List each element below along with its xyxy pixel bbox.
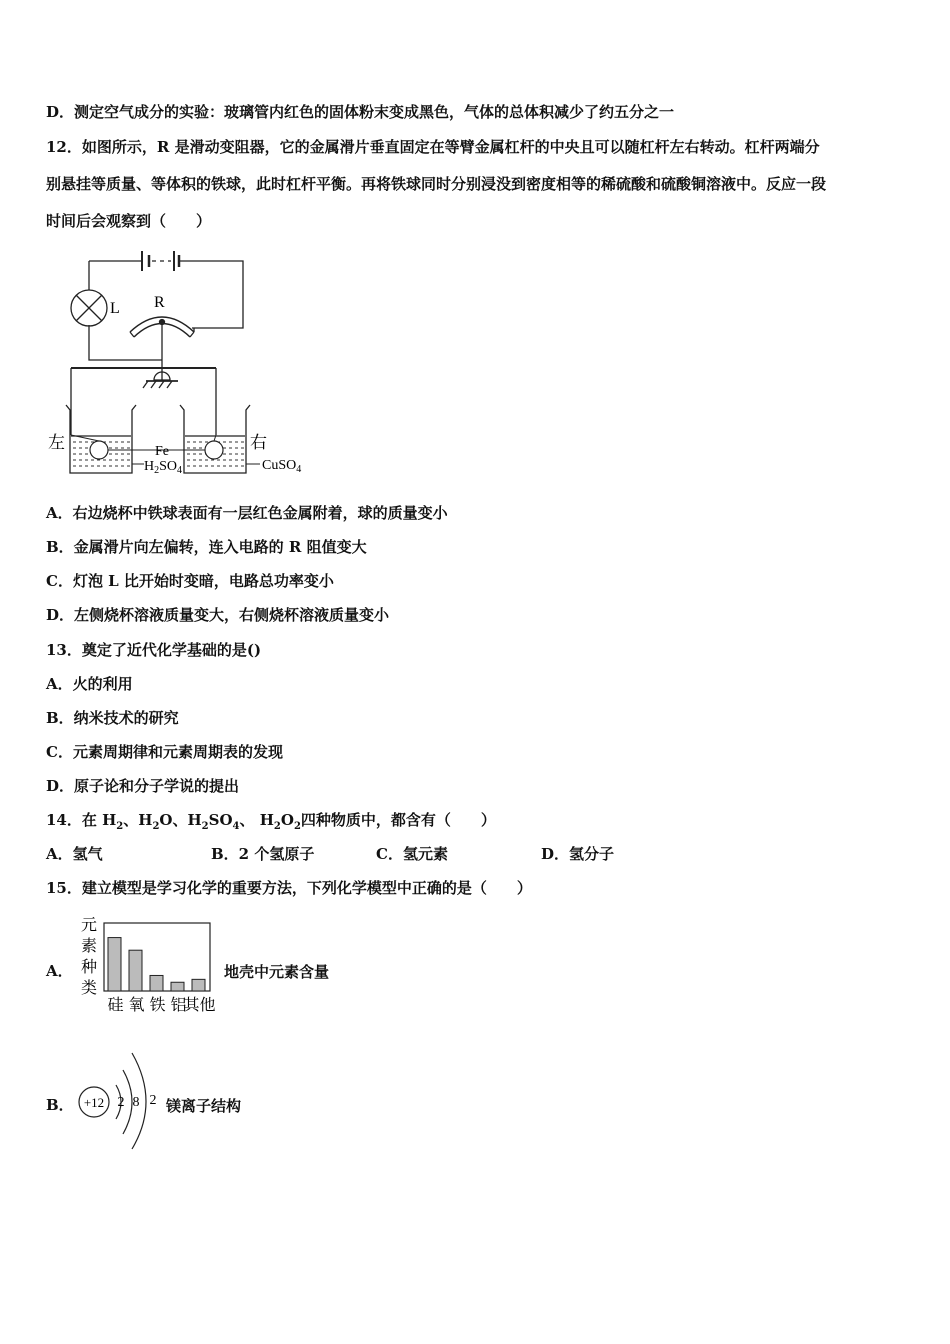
q15-option-a-caption: 地壳中元素含量 <box>224 963 330 981</box>
q15-option-b-caption: 镁离子结构 <box>166 1097 242 1115</box>
magnesium-ion-structure <box>74 1043 164 1155</box>
x-tick-label-0: 硅 <box>107 997 124 1014</box>
lamp-label: L <box>110 300 120 317</box>
q12-stem-line-1: 12．如图所示，R 是滑动变阻器，它的金属滑片垂直固定在等臂金属杠杆的中央且可以随杠杆左右转动。杠杆两端分 <box>46 138 820 156</box>
h2so4-label: $H_2SO_4$ <box>144 459 183 476</box>
bar-3 <box>171 982 184 991</box>
rheostat-label: R <box>154 294 165 311</box>
q12-stem-line-2: 别悬挂等质量、等体积的铁球，此时杠杆平衡。再将铁球同时分别浸没到密度相等的稀硫酸和硫酸铜溶液中。反应一段 <box>46 175 827 193</box>
q15-stem: 15．建立模型是学习化学的重要方法，下列化学模型中正确的是（ ） <box>46 879 532 897</box>
q14-options <box>46 844 614 864</box>
y-axis-label-char-0: 元 <box>80 917 98 934</box>
x-tick-label-3: 铝 <box>170 997 187 1014</box>
q15-option-a-label: A． <box>46 962 73 980</box>
q14-option-c: C．氢元素 <box>376 845 448 863</box>
q14-stem: 14．在 $H_2$、$H_2O$、$H_2SO_4$、 $H_2O_2$四种物质中，都含有（ ） <box>46 811 496 832</box>
bar-0 <box>108 938 121 991</box>
shell-1-electrons: 2 <box>117 1095 125 1110</box>
q12-option-b: B．金属滑片向左偏转，连入电路的 R 阻值变大 <box>46 538 367 556</box>
x-tick-label-2: 铁 <box>149 997 166 1014</box>
q12-option-d: D．左侧烧杯溶液质量变大，右侧烧杯溶液质量变小 <box>46 606 390 624</box>
bar-2 <box>150 975 163 991</box>
q12-option-c: C．灯泡 L 比开始时变暗，电路总功率变小 <box>46 572 334 590</box>
y-axis-label-char-2: 种 <box>80 959 98 976</box>
x-tick-label-4: 其他 <box>183 997 216 1014</box>
q13-option-b: B．纳米技术的研究 <box>46 709 179 727</box>
q13-option-c: C．元素周期律和元素周期表的发现 <box>46 743 283 761</box>
fe-label: Fe <box>155 444 169 459</box>
q13-option-a: A．火的利用 <box>46 675 133 693</box>
q15-element-chart <box>78 913 223 1015</box>
x-tick-label-1: 氧 <box>128 997 145 1014</box>
q14-option-b: B．2 个氢原子 <box>211 845 315 863</box>
q12-circuit-figure <box>44 240 324 485</box>
q12-option-a: A．右边烧杯中铁球表面有一层红色金属附着，球的质量变小 <box>46 504 448 522</box>
q12-stem-line-3: 时间后会观察到（ ） <box>46 212 212 230</box>
bar-4 <box>192 979 205 991</box>
left-label: 左 <box>48 433 65 452</box>
nucleus-charge: +12 <box>83 1095 105 1110</box>
q15-option-b-label: B． <box>46 1096 74 1114</box>
right-label: 右 <box>250 433 267 452</box>
y-axis-label-char-1: 素 <box>80 938 98 955</box>
shell-2-electrons: 8 <box>132 1095 140 1110</box>
cuso4-label: CuSO$_4$ <box>262 458 302 475</box>
shell-3-electrons: 2 <box>149 1093 157 1108</box>
q13-option-d: D．原子论和分子学说的提出 <box>46 777 240 795</box>
bar-1 <box>129 950 142 991</box>
y-axis-label-char-3: 类 <box>80 980 98 997</box>
q14-option-a: A．氢气 <box>46 845 103 863</box>
q11-option-d: D．测定空气成分的实验：玻璃管内红色的固体粉末变成黑色，气体的总体积减少了约五分之一 <box>46 103 675 121</box>
q13-stem: 13．奠定了近代化学基础的是() <box>46 641 262 659</box>
q14-option-d: D．氢分子 <box>541 845 615 863</box>
